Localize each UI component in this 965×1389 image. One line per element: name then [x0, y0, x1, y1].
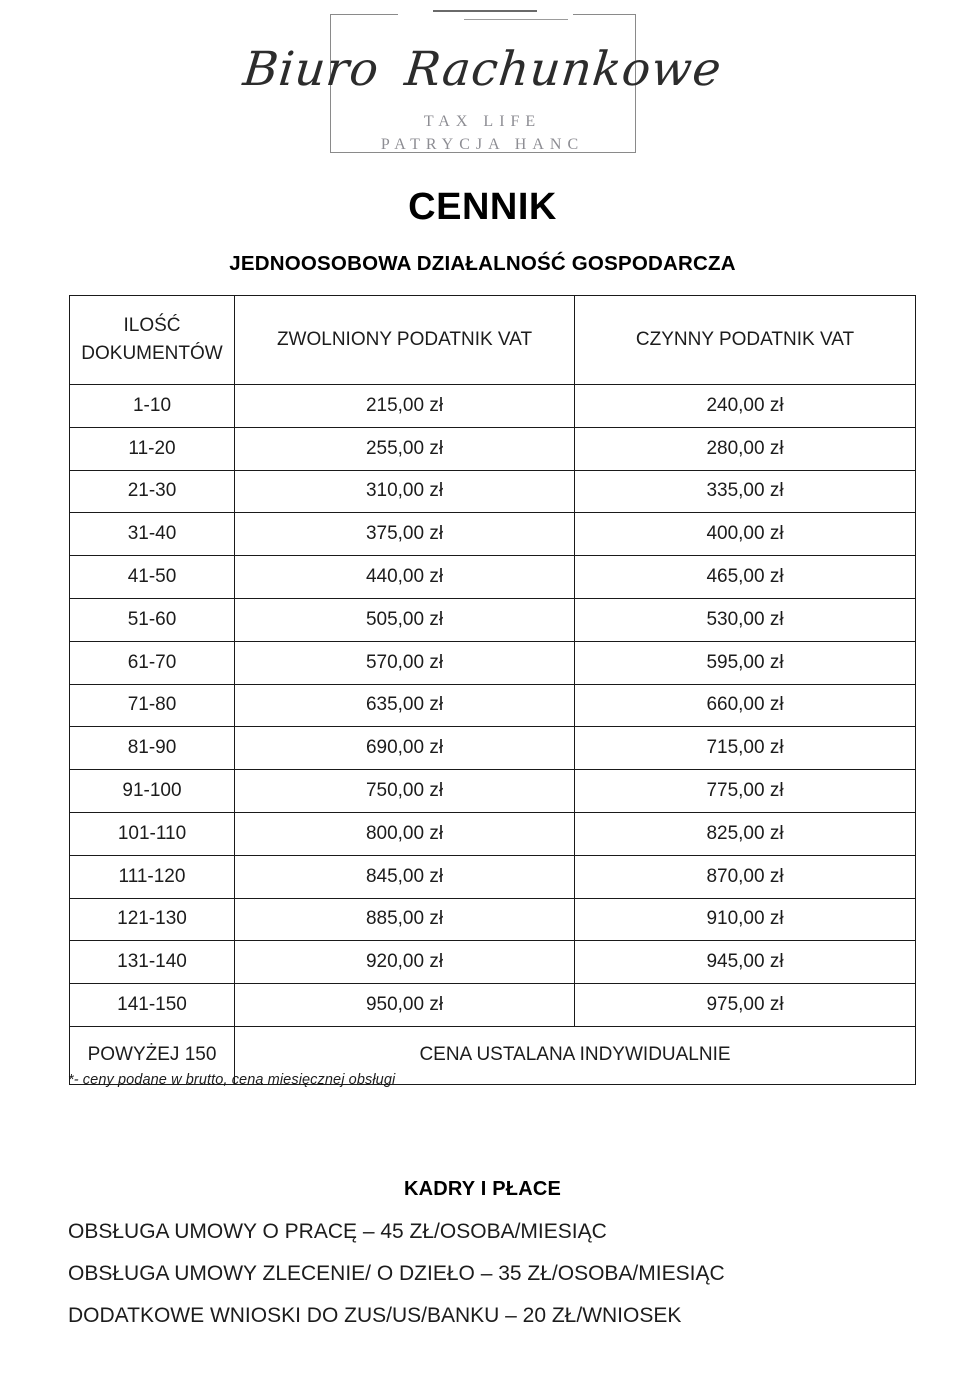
cell-price-vat-active: 335,00 zł — [575, 470, 916, 513]
cell-price-vat-active: 595,00 zł — [575, 641, 916, 684]
table-header-row — [70, 296, 916, 385]
table-row — [70, 684, 916, 727]
payroll-service-line: OBSŁUGA UMOWY O PRACĘ – 45 ZŁ/OSOBA/MIESIĄC — [68, 1220, 607, 1243]
logo-script-word-rachunkowe: Rachunkowe — [402, 42, 725, 97]
cell-document-range: 1-10 — [70, 385, 235, 428]
table-row — [70, 855, 916, 898]
column-header-line-2: DOKUMENTÓW — [81, 343, 223, 364]
logo-frame-top-gap — [398, 11, 573, 19]
cell-price-vat-exempt: 690,00 zł — [235, 727, 575, 770]
table-row — [70, 427, 916, 470]
pricing-table-body — [70, 296, 916, 1085]
cell-price-vat-active: 240,00 zł — [575, 385, 916, 428]
cell-price-vat-exempt: 570,00 zł — [235, 641, 575, 684]
cell-document-range: 111-120 — [70, 855, 235, 898]
table-row — [70, 385, 916, 428]
cell-document-range: 91-100 — [70, 770, 235, 813]
payroll-service-line: DODATKOWE WNIOSKI DO ZUS/US/BANKU – 20 ZŁ/WNIOSEK — [68, 1304, 682, 1327]
payroll-service-line: OBSŁUGA UMOWY ZLECENIE/ O DZIEŁO – 35 ZŁ/OSOBA/MIESIĄC — [68, 1262, 725, 1285]
cell-price-vat-exempt: 505,00 zł — [235, 598, 575, 641]
cell-price-vat-exempt: 310,00 zł — [235, 470, 575, 513]
table-row — [70, 984, 916, 1027]
cell-individual-pricing: CENA USTALANA INDYWIDUALNIE — [235, 1026, 916, 1084]
cell-price-vat-exempt: 215,00 zł — [235, 385, 575, 428]
cell-price-vat-exempt: 750,00 zł — [235, 770, 575, 813]
table-row — [70, 727, 916, 770]
pricing-table — [69, 295, 916, 1085]
cell-price-vat-active: 660,00 zł — [575, 684, 916, 727]
cell-document-range: 71-80 — [70, 684, 235, 727]
table-row — [70, 598, 916, 641]
cell-price-vat-exempt: 375,00 zł — [235, 513, 575, 556]
cell-price-vat-exempt: 635,00 zł — [235, 684, 575, 727]
column-header-document-count — [70, 296, 235, 385]
table-row — [70, 470, 916, 513]
cell-price-vat-exempt: 950,00 zł — [235, 984, 575, 1027]
cell-document-range: 81-90 — [70, 727, 235, 770]
column-header-vat-exempt: ZWOLNIONY PODATNIK VAT — [235, 296, 575, 385]
logo-decorative-rule-lower — [464, 19, 568, 20]
table-row — [70, 941, 916, 984]
table-row — [70, 898, 916, 941]
logo-subtitle-owner-name: PATRYCJA HANC — [380, 136, 585, 153]
cell-document-range: 141-150 — [70, 984, 235, 1027]
cell-price-vat-active: 530,00 zł — [575, 598, 916, 641]
logo-script-text — [0, 42, 965, 97]
table-row — [70, 812, 916, 855]
cell-document-range: 121-130 — [70, 898, 235, 941]
cell-price-vat-exempt: 800,00 zł — [235, 812, 575, 855]
cell-price-vat-active: 945,00 zł — [575, 941, 916, 984]
cell-document-range: 31-40 — [70, 513, 235, 556]
page-title: CENNIK — [408, 186, 557, 228]
cell-price-vat-active: 465,00 zł — [575, 556, 916, 599]
table-row — [70, 641, 916, 684]
cell-price-vat-active: 280,00 zł — [575, 427, 916, 470]
column-header-line-1: ILOŚĆ — [123, 315, 181, 336]
logo-subtitle-tax-life: TAX LIFE — [423, 113, 542, 130]
cell-document-range: 21-30 — [70, 470, 235, 513]
cell-document-range: 51-60 — [70, 598, 235, 641]
cell-document-range: 61-70 — [70, 641, 235, 684]
table-footnote: *- ceny podane w brutto, cena miesięcznej obsługi — [68, 1072, 396, 1088]
logo-script-word-biuro: Biuro — [240, 42, 382, 97]
logo-decorative-rule-upper — [433, 10, 537, 12]
cell-document-range: 11-20 — [70, 427, 235, 470]
cell-price-vat-active: 975,00 zł — [575, 984, 916, 1027]
cell-price-vat-exempt: 255,00 zł — [235, 427, 575, 470]
table-row — [70, 770, 916, 813]
cell-price-vat-active: 825,00 zł — [575, 812, 916, 855]
cell-price-vat-active: 715,00 zł — [575, 727, 916, 770]
page-subtitle: JEDNOOSOBOWA DZIAŁALNOŚĆ GOSPODARCZA — [229, 252, 736, 275]
cell-document-range: 101-110 — [70, 812, 235, 855]
table-row — [70, 556, 916, 599]
section-title-payroll: KADRY I PŁACE — [403, 1178, 562, 1200]
cell-price-vat-active: 910,00 zł — [575, 898, 916, 941]
cell-price-vat-exempt: 845,00 zł — [235, 855, 575, 898]
cell-price-vat-exempt: 440,00 zł — [235, 556, 575, 599]
cell-price-vat-active: 400,00 zł — [575, 513, 916, 556]
cell-document-range-above-150: POWYŻEJ 150 — [70, 1026, 235, 1084]
column-header-vat-active: CZYNNY PODATNIK VAT — [575, 296, 916, 385]
cell-document-range: 41-50 — [70, 556, 235, 599]
cell-price-vat-active: 870,00 zł — [575, 855, 916, 898]
cell-price-vat-active: 775,00 zł — [575, 770, 916, 813]
company-logo — [0, 0, 965, 175]
table-row — [70, 513, 916, 556]
cell-price-vat-exempt: 885,00 zł — [235, 898, 575, 941]
cell-document-range: 131-140 — [70, 941, 235, 984]
cell-price-vat-exempt: 920,00 zł — [235, 941, 575, 984]
